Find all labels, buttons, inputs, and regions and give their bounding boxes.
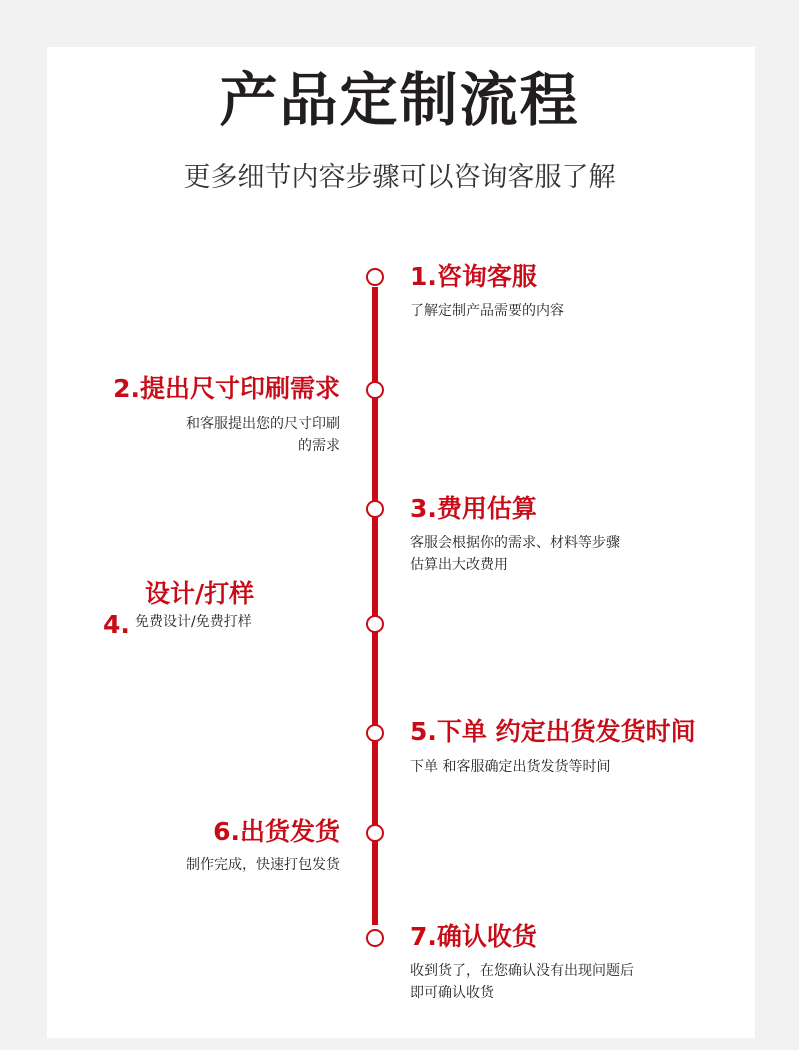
timeline-node-2 [366, 381, 384, 399]
timeline-node-4 [366, 615, 384, 633]
timeline-node-7 [366, 929, 384, 947]
step-7-title: 7.确认收货 [410, 922, 537, 951]
step-1-desc [410, 300, 564, 322]
step-3-title: 3.费用估算 [410, 494, 537, 523]
step-3-desc-line-2: 估算出大改费用 [410, 557, 508, 573]
step-2-desc-line-2: 的需求 [298, 438, 340, 454]
step-1-title: 1.咨询客服 [410, 262, 537, 291]
step-7-desc-line-2: 即可确认收货 [410, 985, 494, 1001]
timeline-node-3 [366, 500, 384, 518]
step-7-desc [410, 960, 634, 1004]
step-7-desc-line-1: 收到货了，在您确认没有出现问题后 [410, 963, 634, 979]
step-3-desc [410, 532, 620, 576]
step-3-desc-line-1: 客服会根据你的需求、材料等步骤 [410, 535, 620, 551]
step-2-desc-line-1: 和客服提出您的尺寸印刷 [186, 416, 340, 432]
timeline-node-5 [366, 724, 384, 742]
page-subtitle: 更多细节内容步骤可以咨询客服了解 [183, 162, 616, 193]
step-4-desc [135, 611, 252, 633]
step-2-title: 2.提出尺寸印刷需求 [113, 374, 340, 403]
step-1-desc-line-1: 了解定制产品需要的内容 [410, 303, 564, 319]
step-4-desc-line-1: 免费设计/免费打样 [135, 614, 252, 630]
timeline-node-6 [366, 824, 384, 842]
timeline-node-1 [366, 268, 384, 286]
step-6-title: 6.出货发货 [213, 817, 340, 846]
step-4-title: 设计/打样 [145, 579, 255, 608]
step-4-number: 4. [103, 610, 130, 639]
page-title: 产品定制流程 [219, 66, 580, 134]
step-5-title: 5.下单 约定出货发货时间 [410, 717, 696, 746]
step-5-desc [410, 756, 610, 778]
step-2-desc [186, 413, 340, 457]
step-6-desc [186, 854, 340, 876]
step-5-desc-line-1: 下单 和客服确定出货发货等时间 [410, 759, 611, 775]
step-6-desc-line-1: 制作完成，快速打包发货 [186, 857, 340, 873]
